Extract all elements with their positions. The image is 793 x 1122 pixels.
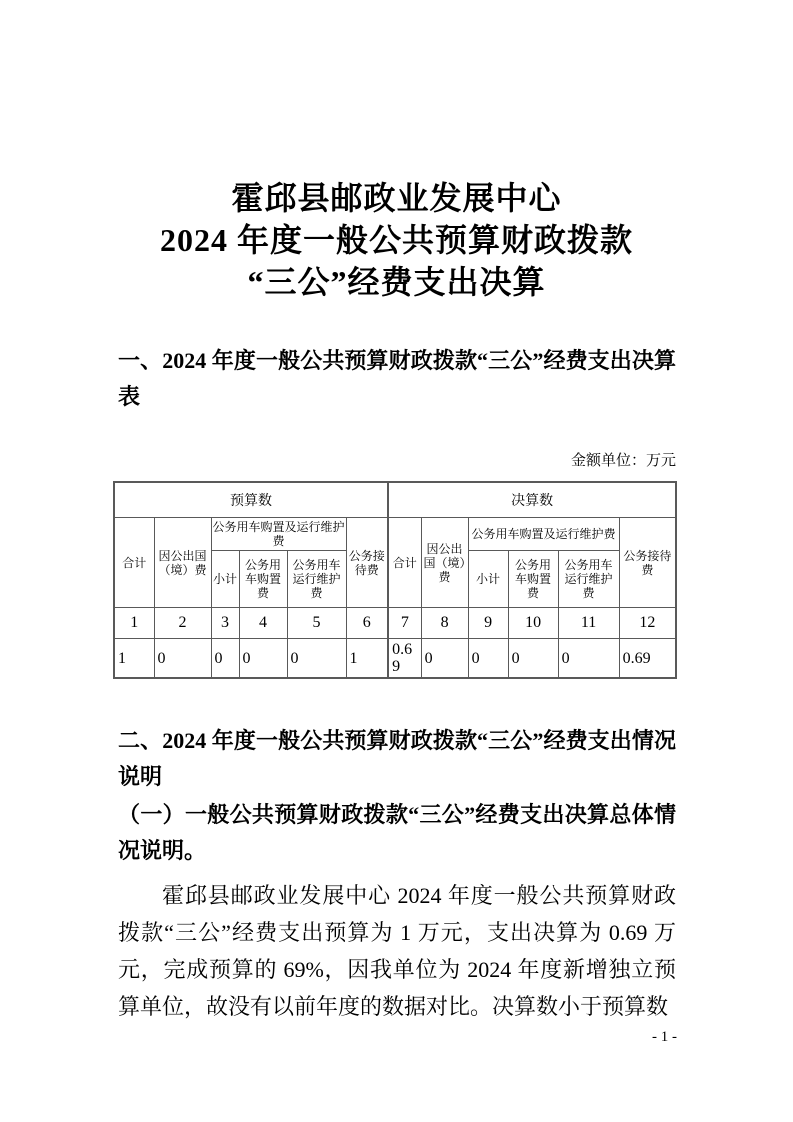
- column-number: 4: [239, 608, 287, 639]
- section-two-subheading: （一）一般公共预算财政拨款“三公”经费支出决算总体情况说明。: [118, 802, 676, 863]
- column-number: 2: [154, 608, 211, 639]
- header-total-budget: 合计: [114, 518, 154, 608]
- section-two-heading: 二、2024 年度一般公共预算财政拨款“三公”经费支出情况说明: [118, 728, 676, 789]
- header-reception-budget: 公务接待费: [346, 518, 388, 608]
- header-purchase-final: 公务用车购置费: [508, 551, 558, 608]
- column-number: 10: [508, 608, 558, 639]
- data-cell: 0: [558, 639, 619, 679]
- header-maintenance-budget: 公务用车运行维护费: [287, 551, 346, 608]
- data-cell: 1: [114, 639, 154, 679]
- data-cell: 0: [239, 639, 287, 679]
- data-cell: 0: [421, 639, 468, 679]
- san-gong-expense-table: [113, 481, 677, 679]
- data-cell: 0: [211, 639, 239, 679]
- header-purchase-budget: 公务用车购置费: [239, 551, 287, 608]
- header-reception-final: 公务接待费: [619, 518, 676, 608]
- column-number: 9: [468, 608, 508, 639]
- header-vehicle-group-final: 公务用车购置及运行维护费: [468, 518, 619, 551]
- column-number: 1: [114, 608, 154, 639]
- header-subtotal-final: 小计: [468, 551, 508, 608]
- data-cell: 0: [508, 639, 558, 679]
- section-one-heading: 一、2024 年度一般公共预算财政拨款“三公”经费支出决算表: [118, 348, 676, 409]
- column-number: 3: [211, 608, 239, 639]
- page-number: - 1 -: [652, 1029, 677, 1045]
- data-cell: 0.69: [619, 639, 676, 679]
- group-header-final: 决算数: [388, 482, 676, 518]
- header-maintenance-final: 公务用车运行维护费: [558, 551, 619, 608]
- amount-unit-note: 金额单位：万元: [570, 453, 676, 469]
- data-cell: 0: [468, 639, 508, 679]
- title-line-2: 2024 年度一般公共预算财政拨款: [159, 222, 633, 258]
- column-number-row: [114, 608, 676, 639]
- column-number: 11: [558, 608, 619, 639]
- column-number: 7: [388, 608, 421, 639]
- data-cell: 0: [154, 639, 211, 679]
- data-cell: 1: [346, 639, 388, 679]
- data-cell: 0.69: [388, 639, 421, 679]
- header-subtotal-budget: 小计: [211, 551, 239, 608]
- column-number: 8: [421, 608, 468, 639]
- body-paragraph: 霍邱县邮政业发展中心 2024 年度一般公共预算财政拨款“三公”经费支出预算为 1 万元，支出决算为 0.69 万元，完成预算的 69%，因我单位为 2024 年度新增独立预算单位，故没有以前年度的数据对比。决算数小于预算数: [118, 883, 676, 1019]
- column-number: 5: [287, 608, 346, 639]
- header-abroad-final: 因公出国（境）费: [421, 518, 468, 608]
- header-total-final: 合计: [388, 518, 421, 608]
- group-header-budget: 预算数: [114, 482, 388, 518]
- title-line-3: “三公”经费支出决算: [247, 264, 546, 300]
- data-cell: 0: [287, 639, 346, 679]
- column-number: 6: [346, 608, 388, 639]
- header-vehicle-group-budget: 公务用车购置及运行维护费: [211, 518, 346, 551]
- title-line-1: 霍邱县邮政业发展中心: [231, 180, 562, 216]
- document-title: [0, 0, 793, 303]
- column-number: 12: [619, 608, 676, 639]
- data-row: [114, 639, 676, 679]
- header-abroad-budget: 因公出国（境）费: [154, 518, 211, 608]
